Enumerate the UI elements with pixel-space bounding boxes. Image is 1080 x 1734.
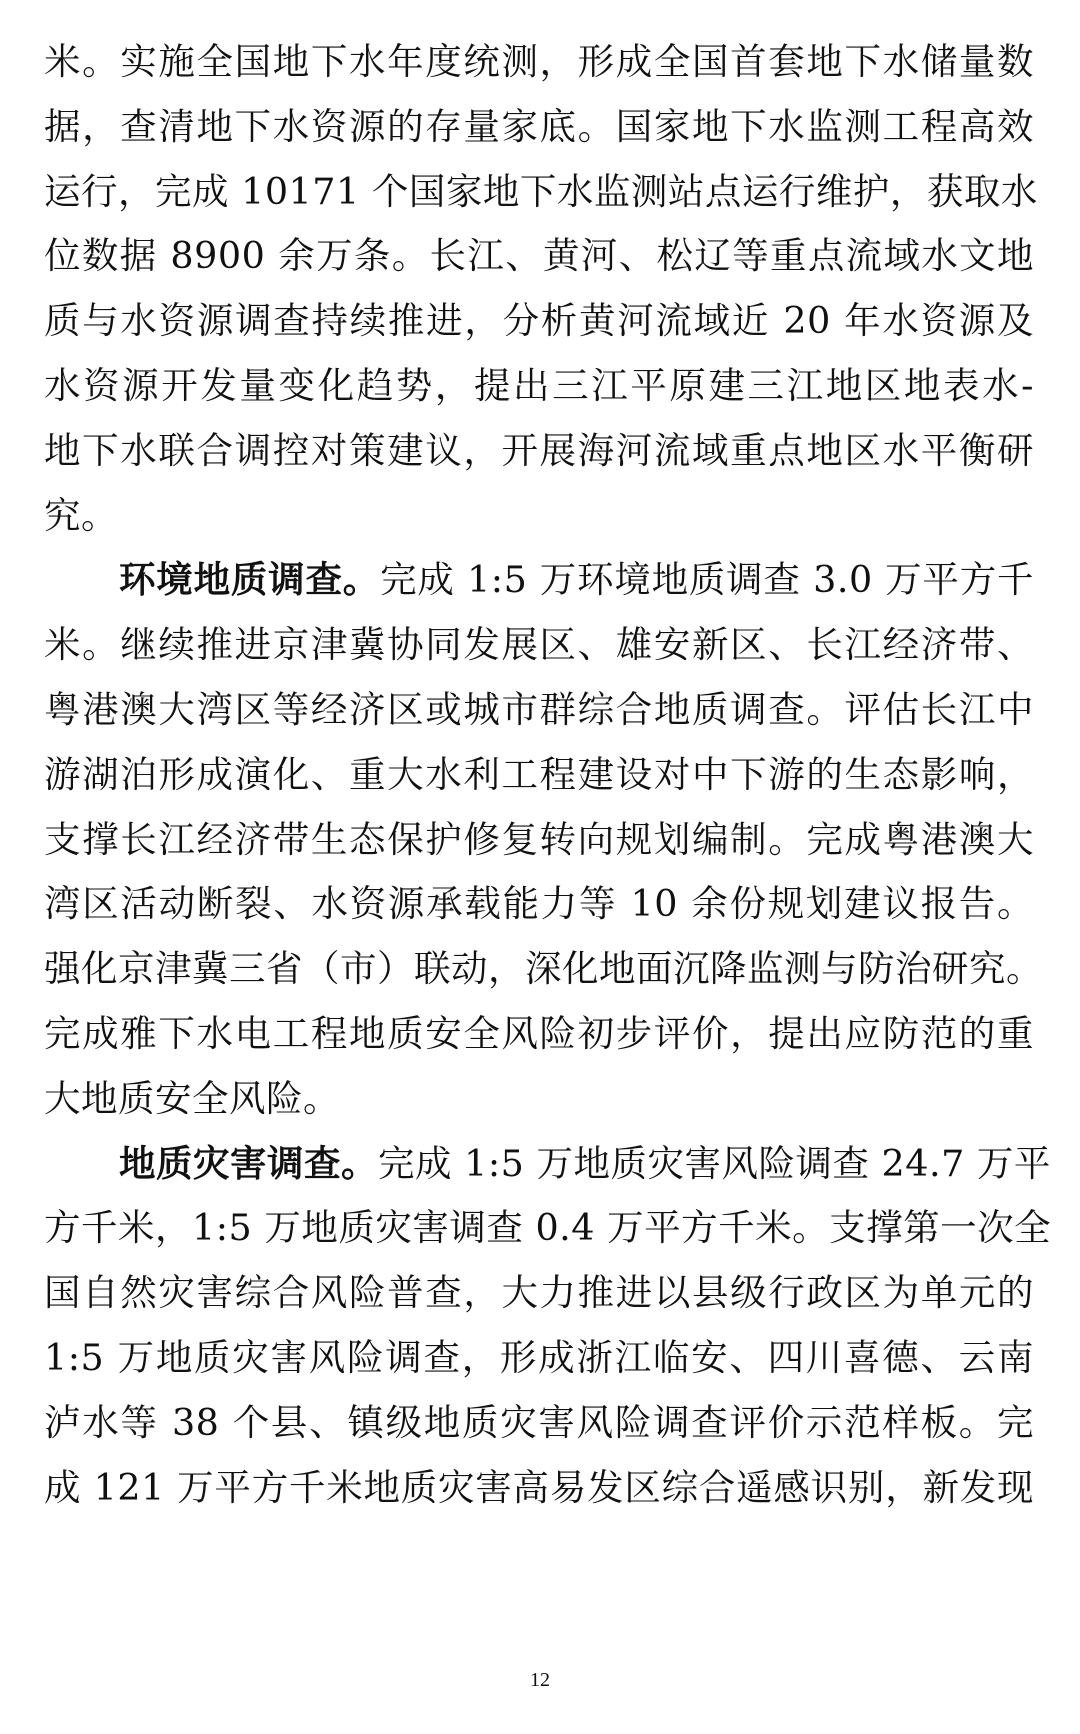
text-line [44,548,1034,613]
text-line: 方千米，1:5 万地质灾害调查 0.4 万平方千米。支撑第一次全 [44,1206,1052,1250]
text-line: 粤港澳大湾区等经济区或城市群综合地质调查。评估长江中 [44,687,1034,731]
text-line: 据，查清地下水资源的存量家底。国家地下水监测工程高效 [44,104,1034,148]
text-line: 水资源开发量变化趋势，提出三江平原建三江地区地表水- [44,363,1034,407]
paragraph-geological-hazard [44,1132,1052,1521]
text-line: 米。实施全国地下水年度统测，形成全国首套地下水储量数 [44,40,1034,83]
text-span: 完成 1:5 万地质灾害风险调查 24.7 万平 [378,1141,1051,1185]
text-line: 大地质安全风险。 [44,1076,340,1120]
page-number: 12 [530,1669,550,1691]
text-line: 湾区活动断裂、水资源承载能力等 10 余份规划建议报告。 [44,882,1034,926]
text-line: 强化京津冀三省（市）联动，深化地面沉降监测与防治研究。 [44,947,1043,991]
text-line: 1:5 万地质灾害风险调查，形成浙江临安、四川喜德、云南 [44,1335,1034,1379]
paragraph-environmental-geology [44,548,1043,1131]
text-line: 国自然灾害综合风险普查，大力推进以县级行政区为单元的 [44,1271,1034,1315]
section-heading: 地质灾害调查。 [119,1141,378,1185]
text-line: 泸水等 38 个县、镇级地质灾害风险调查评价示范样板。完 [44,1400,1034,1444]
text-line: 地下水联合调控对策建议，开展海河流域重点地区水平衡研 [44,428,1034,472]
text-line: 位数据 8900 余万条。长江、黄河、松辽等重点流域水文地 [44,234,1034,278]
section-heading: 环境地质调查。 [119,558,381,602]
text-line: 质与水资源调查持续推进，分析黄河流域近 20 年水资源及 [44,299,1034,343]
text-line: 成 121 万平方千米地质灾害高易发区综合遥感识别，新发现 [44,1465,1034,1509]
text-line: 米。继续推进京津冀协同发展区、雄安新区、长江经济带、 [44,623,1034,667]
text-line: 运行，完成 10171 个国家地下水监测站点运行维护，获取水 [44,169,1038,213]
text-span: 完成 1:5 万环境地质调查 3.0 万平方千 [380,558,1035,602]
text-line: 支撑长江经济带生态保护修复转向规划编制。完成粤港澳大 [44,817,1034,861]
text-line: 究。 [44,493,118,537]
text-line: 游湖泊形成演化、重大水利工程建设对中下游的生态影响， [44,752,1034,796]
body-text [44,30,1052,1520]
paragraph-groundwater [44,30,1038,548]
text-line: 完成雅下水电工程地质安全风险初步评价，提出应防范的重 [44,1011,1034,1055]
text-line [44,1132,1051,1197]
